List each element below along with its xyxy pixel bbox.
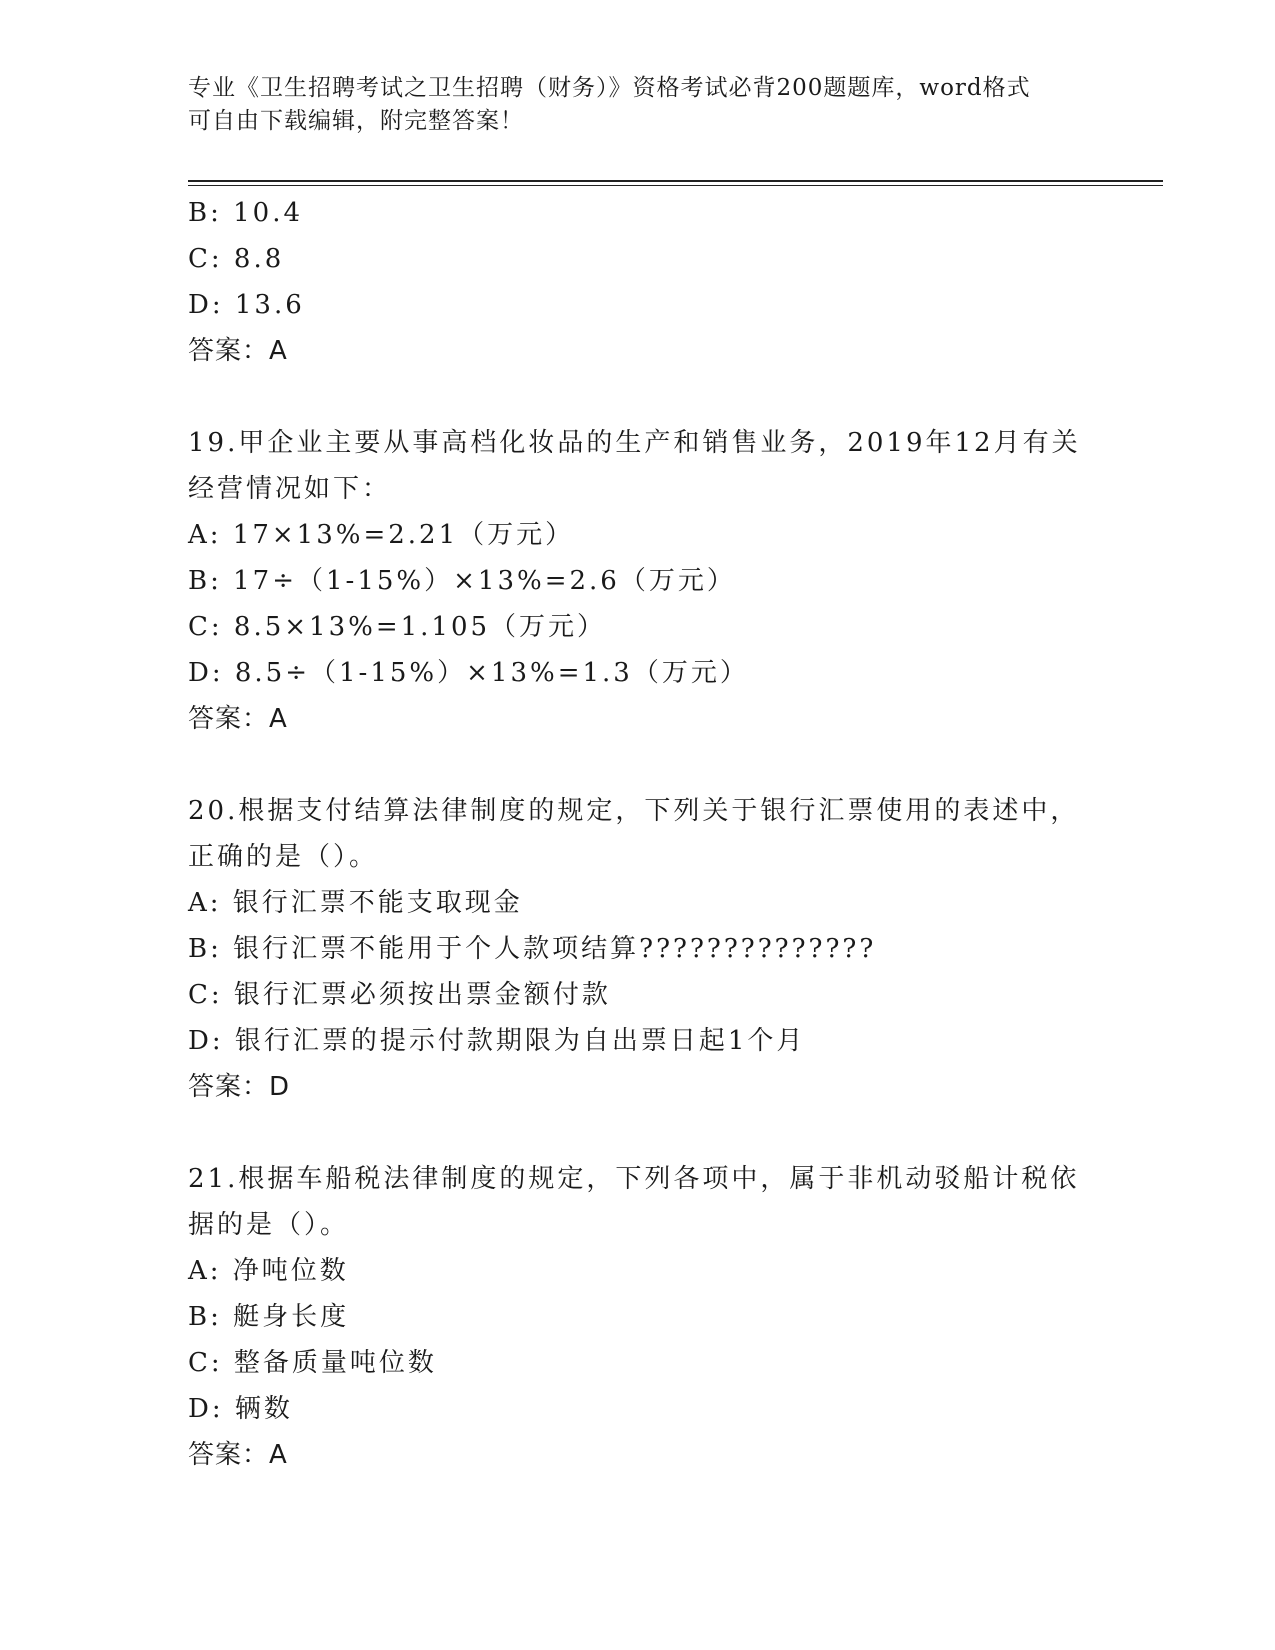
question-block-19	[188, 420, 1088, 742]
option-d: D: 8.5÷（1-15%）×13%=1.3（万元）	[188, 658, 749, 688]
answer-text: 答案：A	[188, 704, 288, 734]
question-block-21	[188, 1156, 1088, 1478]
option-b: B: 10.4	[188, 198, 304, 228]
answer-text: 答案：D	[188, 1072, 291, 1102]
header-divider-thick	[188, 180, 1163, 182]
spacer	[188, 374, 1088, 420]
option-d: D: 13.6	[188, 290, 305, 320]
spacer	[188, 1110, 1088, 1156]
question-stem-line2: 正确的是（）。	[188, 842, 379, 872]
option-a: A: 净吨位数	[188, 1256, 349, 1286]
option-c: C: 整备质量吨位数	[188, 1348, 437, 1378]
option-c: C: 8.5×13%=1.105（万元）	[188, 612, 607, 642]
option-b: B: 银行汇票不能用于个人款项结算??????????????	[188, 934, 877, 964]
question-block-20	[188, 788, 1088, 1110]
option-b: B: 艇身长度	[188, 1302, 350, 1332]
question-stem-line2: 据的是（）。	[188, 1210, 350, 1240]
option-a: A: 银行汇票不能支取现金	[188, 888, 523, 918]
question-block-18-partial	[188, 190, 1088, 374]
header-title-line2: 可自由下载编辑，附完整答案！	[188, 108, 524, 134]
spacer	[188, 742, 1088, 788]
answer-text: 答案：A	[188, 1440, 288, 1470]
option-d: D: 银行汇票的提示付款期限为自出票日起1个月	[188, 1026, 806, 1056]
question-stem-line1: 20.根据支付结算法律制度的规定，下列关于银行汇票使用的表述中，	[188, 796, 1080, 826]
option-b: B: 17÷（1-15%）×13%=2.6（万元）	[188, 566, 736, 596]
header-divider-thin	[188, 185, 1163, 186]
option-c: C: 8.8	[188, 244, 285, 274]
header-title-line1: 专业《卫生招聘考试之卫生招聘（财务）》资格考试必背200题题库，word格式	[188, 75, 1031, 101]
answer-text: 答案：A	[188, 336, 288, 366]
document-header	[188, 72, 1088, 138]
question-stem-line2: 经营情况如下：	[188, 474, 392, 504]
option-d: D: 辆数	[188, 1394, 293, 1424]
question-content	[188, 190, 1088, 1478]
option-a: A: 17×13%=2.21（万元）	[188, 520, 575, 550]
question-stem-line1: 19.甲企业主要从事高档化妆品的生产和销售业务，2019年12月有关	[188, 428, 1081, 458]
question-stem-line1: 21.根据车船税法律制度的规定，下列各项中，属于非机动驳船计税依	[188, 1164, 1080, 1194]
option-c: C: 银行汇票必须按出票金额付款	[188, 980, 611, 1010]
